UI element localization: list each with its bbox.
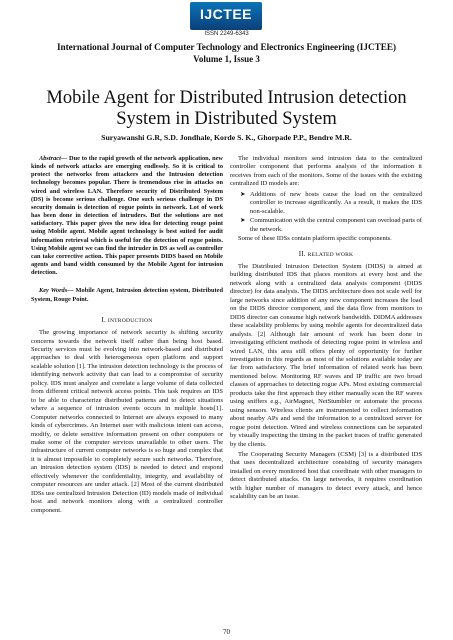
introduction-paragraph: The growing importance of network security is shifting security concerns towards the network itself rather than being host based. Security services must be evolving into network-based and distributed approaches to deal with heterogeneous open platform and support scalable solution [1]. The intrusion detection technology is the process of identifying network activity that can lead to a compromise of security policy. IDS must analyze and correlate a large volume of data collected from different critical network access points. This task requires an IDS to be able to characterize distributed patterns and to detect situations where a sequence of intrusion events occurs in multiple hosts[1]. Computer networks connected to Internet are always exposed to many kinds of cybercrimes. An Internet user with malicious intent can access, modify, or delete sensitive information present on other computers or make some of the computer services unavailable to other users. The infrastructure of current computer networks is so huge and complex that it is almost impossible to completely secure such networks. Therefore, an intrusion detection system (IDS) is needed to detect and respond effectively whenever the confidentiality, integrity, and availability of computer resources are under attack. [2] Most of the current distributed IDSs use centralized Intrusion Detection (ID) models made of individual host and network monitors along with a centralized controller component. (31, 329, 223, 514)
related-work-paragraph: The Cooperating Security Managers (CSM) [3] is a distributed IDS that uses decentralized architecture consisting of security managers installed on every monitored host that coordinate with other managers to detect distributed attacks. On large networks, it requires coordination with higher number of managers to detect every attack, and hence scalability can be an issue. (230, 450, 422, 501)
left-column (31, 155, 223, 517)
page-number: 70 (223, 628, 230, 636)
list-item (240, 191, 422, 216)
paragraph: Some of these IDSs contain platform specific components. (238, 235, 392, 243)
issues-list (240, 191, 422, 234)
section-heading-introduction (31, 316, 223, 325)
arrow-bullet-icon: ➤ (240, 190, 246, 198)
section-number: I. (101, 315, 108, 324)
section-number: II. (298, 249, 308, 258)
paper-authors: Suryawanshi G.R, S.D. Jondhale, Korde S. K., Ghorpade P.P., Bendre M.R. (101, 133, 352, 142)
list-item-text: Communication with the central component can overload parts of the network. (250, 217, 422, 233)
abstract-label: Abstract— (39, 155, 68, 162)
list-item-text: Additions of new hosts cause the load on the centralized controller to increase significantly. As a result, it makes the IDS non-scalable. (250, 190, 422, 215)
journal-name: International Journal of Computer Technology and Electronics Engineering (IJCTEE) (56, 42, 397, 52)
keywords-label: Key Words (39, 287, 68, 295)
issn-label: ISSN 2249-6343 (204, 31, 249, 37)
paper-title: Mobile Agent for Distributed Intrusion detection System in Distributed System (46, 88, 407, 129)
list-item (240, 217, 422, 234)
abstract (31, 155, 223, 277)
section-heading-related-work (230, 250, 422, 259)
abstract-text: Due to the rapid growth of the network application, new kinds of network attacks are emerging endlessly. So it is critical to protect the networks from attackers and the Intrusion detection technology becomes popular. There is tremendous rise in attacks on wired and wireless LAN. Therefore security of Distributed System (DS) is become serious challenge. One such serious challenge in DS security domain is detection of rogue points in network. Lot of work has been done in detection of intruders. But the solutions are not satisfactory. This paper gives the new idea for detecting rouge point using Mobile agent. Mobile agent technology is best suited for audit information retrieval which is useful for the detection of rogue points. Using Mobile agent we can find the intruder in DS as well as controller can take corrective action. This paper presents DIDS based on Mobile agents and band width consumed by the Mobile Agent for intrusion detection. (31, 155, 223, 277)
related-work-paragraph: The Distributed Intrusion Detection System (DIDS) is aimed at building distributed IDS that places monitors at every host and the network along with a centralized data analysis component (DIDS director) for data analysis. The DIDS architecture does not scale well for large networks since addition of any new component increases the load on the DIDS director component, and the data flow from monitors to DIDS director can consume high network bandwidth. DIDMA addresses these scalability problems by using mobile agents for decentralized data analysis. [2] Although fair amount of work has been done in investigating efficient methods of detecting rogue point in wireless and wired LAN, this area still offers plenty of opportunity for further investigation in this regards as most of the solutions available today are far from satisfactory. The brief information of related work has been mentioned below. Monitoring RF waves and IP traffic are two broad classes of approaches to detecting rogue APs. Most existing commercial products take the first approach they either manually scan the RF waves using sniffers e.g., AirMagnet, NetStumbler or automate the process using sensors. Wireless clients are instrumented to collect information about nearby APs and send the information to a centralized server for rogue point detection. Wired and wireless connections can be separated by visually inspecting the timing in the packet traces of traffic generated by the clients. (230, 262, 422, 448)
keywords-text: — Mobile Agent, Intrusion detection system, Distributed System, Rouge Point. (31, 287, 223, 303)
keywords (31, 287, 223, 303)
journal-logo (190, 2, 262, 30)
volume-issue: Volume 1, Issue 3 (193, 54, 260, 64)
section-title: RELATED WORK (307, 251, 354, 258)
paragraph: The individual monitors send intrusion data to the centralized controller component that performs analysis of the information it receives from each of the monitors. Some of the issues with the existing centralized ID models are: (230, 155, 422, 188)
section-title: INTRODUCTION (107, 317, 153, 324)
arrow-bullet-icon: ➤ (240, 217, 246, 225)
right-column (230, 155, 422, 504)
logo-text: IJCTEE (199, 6, 252, 22)
